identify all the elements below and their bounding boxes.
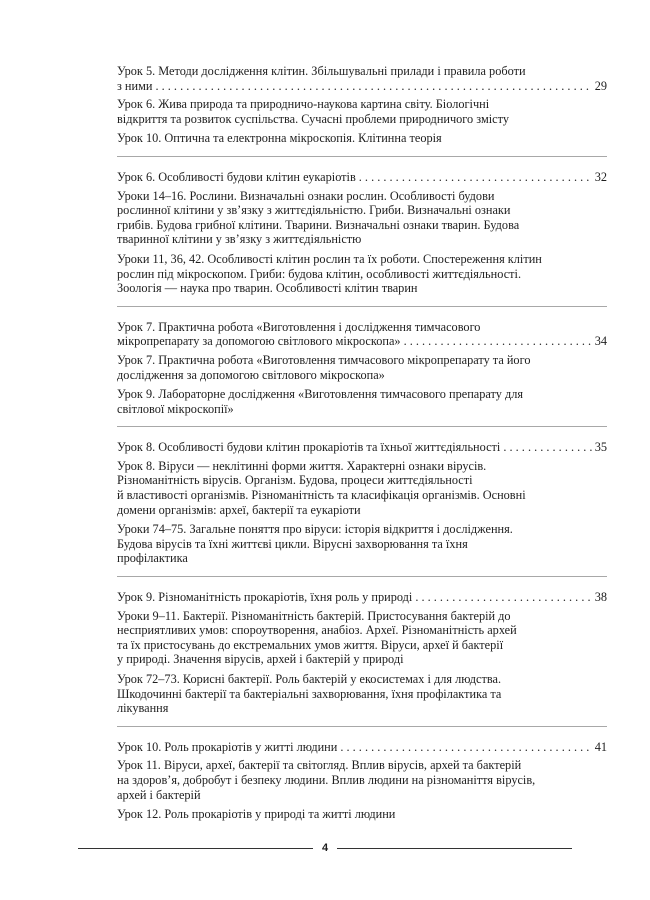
- toc-section: [117, 307, 607, 428]
- toc-sub-line: та їх пристосувань до екстремальних умов життя. Віруси, археї й бактерії: [117, 637, 504, 652]
- toc-main-line: [117, 590, 607, 605]
- leader-dots: [404, 334, 592, 349]
- toc-page-number: 41: [594, 739, 607, 754]
- toc-sub-line: тваринної клітини у зв’язку з життєдіяльністю: [117, 232, 362, 247]
- toc-main-title: Урок 7. Практична робота «Виготовлення і дослідження тимчасового: [117, 319, 481, 334]
- toc-page-number: 34: [594, 334, 607, 349]
- toc-sub-line: Уроки 14–16. Рослини. Визначальні ознаки рослин. Особливості будови: [117, 188, 495, 203]
- toc-main-line: [117, 79, 607, 94]
- toc-sub-entry: [117, 97, 607, 126]
- toc-sub-line: Різноманітність вірусів. Організм. Будова, процеси життєдіяльності: [117, 473, 473, 488]
- toc-sub-entry: [117, 131, 607, 146]
- leader-dots: [359, 170, 592, 185]
- toc-sub-entry: [117, 387, 607, 416]
- toc-sub-entry: [117, 189, 607, 247]
- toc-sub-line: Урок 11. Віруси, археї, бактерії та світогляд. Вплив вірусів, архей та бактерій: [117, 758, 522, 773]
- toc-main-title: з ними: [117, 78, 153, 93]
- toc-sub-line: рослин під мікроскопом. Гриби: будова клітин, особливості життєдіяльності.: [117, 266, 522, 281]
- toc-sub-line: на здоров’я, добробут і безпеку людини. Вплив людини на різноманіття вірусів,: [117, 772, 536, 787]
- toc-sub-line: Будова вірусів та їхні життєві цикли. Вірусні захворювання та їхня: [117, 536, 468, 551]
- footer-rule-right: [337, 848, 572, 849]
- toc-section: [117, 64, 607, 157]
- toc-section: [117, 157, 607, 307]
- toc-sub-line: Уроки 11, 36, 42. Особливості клітин рослин та їх роботи. Спостереження клітин: [117, 251, 542, 266]
- toc-sub-line: дослідження за допомогою світлового мікроскопа»: [117, 367, 385, 382]
- toc-sub-line: Урок 8. Віруси — неклітинні форми життя. Характерні ознаки вірусів.: [117, 458, 487, 473]
- toc-sub-line: Уроки 9–11. Бактерії. Різноманітність бактерій. Пристосування бактерій до: [117, 608, 511, 623]
- toc-main-line: [117, 740, 607, 755]
- toc-main-line: [117, 440, 607, 455]
- toc-sub-entry: [117, 459, 607, 517]
- toc-main-title: Урок 5. Методи дослідження клітин. Збільшувальні прилади і правила роботи: [117, 64, 526, 78]
- toc-section: [117, 727, 607, 832]
- toc-main-line: [117, 64, 607, 79]
- toc-sub-line: Шкодочинні бактерії та бактеріальні захворювання, їхня профілактика та: [117, 686, 502, 701]
- toc-page-number: 35: [594, 440, 607, 455]
- toc-sub-entry: [117, 807, 607, 822]
- footer-rule-left: [78, 848, 313, 849]
- toc-sub-line: рослинної клітини у зв’язку з життєдіяльністю. Гриби. Визначальні ознаки: [117, 203, 511, 218]
- toc-sub-entry: [117, 758, 607, 802]
- table-of-contents: [117, 64, 607, 832]
- toc-sub-line: світлової мікроскопії»: [117, 401, 234, 416]
- toc-sub-line: й властивості організмів. Різноманітність та класифікація організмів. Основні: [117, 488, 526, 503]
- toc-main-line: [117, 170, 607, 185]
- toc-section: [117, 427, 607, 577]
- toc-main-title: Урок 6. Особливості будови клітин еукаріотів: [117, 169, 356, 184]
- toc-sub-entry: [117, 522, 607, 566]
- toc-sub-line: Урок 6. Жива природа та природничо-наукова картина світу. Біологічні: [117, 97, 490, 112]
- leader-dots: [415, 590, 591, 605]
- toc-sub-line: Зоологія — наука про тварин. Особливості клітин тварин: [117, 281, 418, 296]
- toc-page-number: 29: [594, 78, 607, 93]
- toc-sub-line: Урок 7. Практична робота «Виготовлення тимчасового мікропрепарату та його: [117, 352, 531, 367]
- toc-sub-line: домени організмів: археї, бактерії та еукаріоти: [117, 502, 361, 517]
- toc-sub-line: Урок 72–73. Корисні бактерії. Роль бактерій у екосистемах і для людства.: [117, 672, 502, 686]
- leader-dots: [155, 79, 591, 94]
- leader-dots: [503, 440, 591, 455]
- toc-sub-line: Уроки 74–75. Загальне поняття про віруси: історія відкриття і дослідження.: [117, 522, 513, 537]
- toc-main-line: [117, 320, 607, 335]
- toc-page-number: 38: [594, 590, 607, 605]
- toc-section: [117, 577, 607, 727]
- toc-page-number: 32: [594, 169, 607, 184]
- toc-sub-entry: [117, 672, 607, 716]
- toc-sub-line: несприятливих умов: спороутворення, анабіоз. Археї. Різноманітність архей: [117, 623, 517, 638]
- toc-sub-line: Урок 12. Роль прокаріотів у природі та житті людини: [117, 807, 396, 822]
- footer-page-number: 4: [321, 842, 329, 854]
- toc-main-title: мікропрепарату за допомогою світлового мікроскопа»: [117, 334, 401, 349]
- page-footer: [78, 840, 572, 856]
- toc-sub-line: грибів. Будова грибної клітини. Тварини. Визначальні ознаки тварин. Будова: [117, 217, 520, 232]
- toc-sub-line: профілактика: [117, 551, 188, 566]
- toc-main-title: Урок 10. Роль прокаріотів у житті людини: [117, 739, 338, 754]
- toc-sub-line: архей і бактерій: [117, 787, 201, 802]
- toc-sub-entry: [117, 353, 607, 382]
- leader-dots: [340, 740, 591, 755]
- toc-main-title: Урок 9. Різноманітність прокаріотів, їхня роль у природі: [117, 590, 413, 605]
- toc-sub-line: Урок 10. Оптична та електронна мікроскопія. Клітинна теорія: [117, 131, 442, 146]
- toc-sub-line: у природі. Значення вірусів, архей і бактерій у природі: [117, 652, 404, 667]
- toc-sub-entry: [117, 252, 607, 296]
- toc-sub-entry: [117, 609, 607, 667]
- toc-sub-line: лікування: [117, 701, 169, 716]
- toc-sub-line: відкриття та розвиток суспільства. Сучасні проблеми природничого змісту: [117, 111, 509, 126]
- toc-main-line: [117, 334, 607, 349]
- toc-main-title: Урок 8. Особливості будови клітин прокаріотів та їхньої життєдіяльності: [117, 440, 501, 455]
- toc-sub-line: Урок 9. Лабораторне дослідження «Виготовлення тимчасового препарату для: [117, 387, 524, 402]
